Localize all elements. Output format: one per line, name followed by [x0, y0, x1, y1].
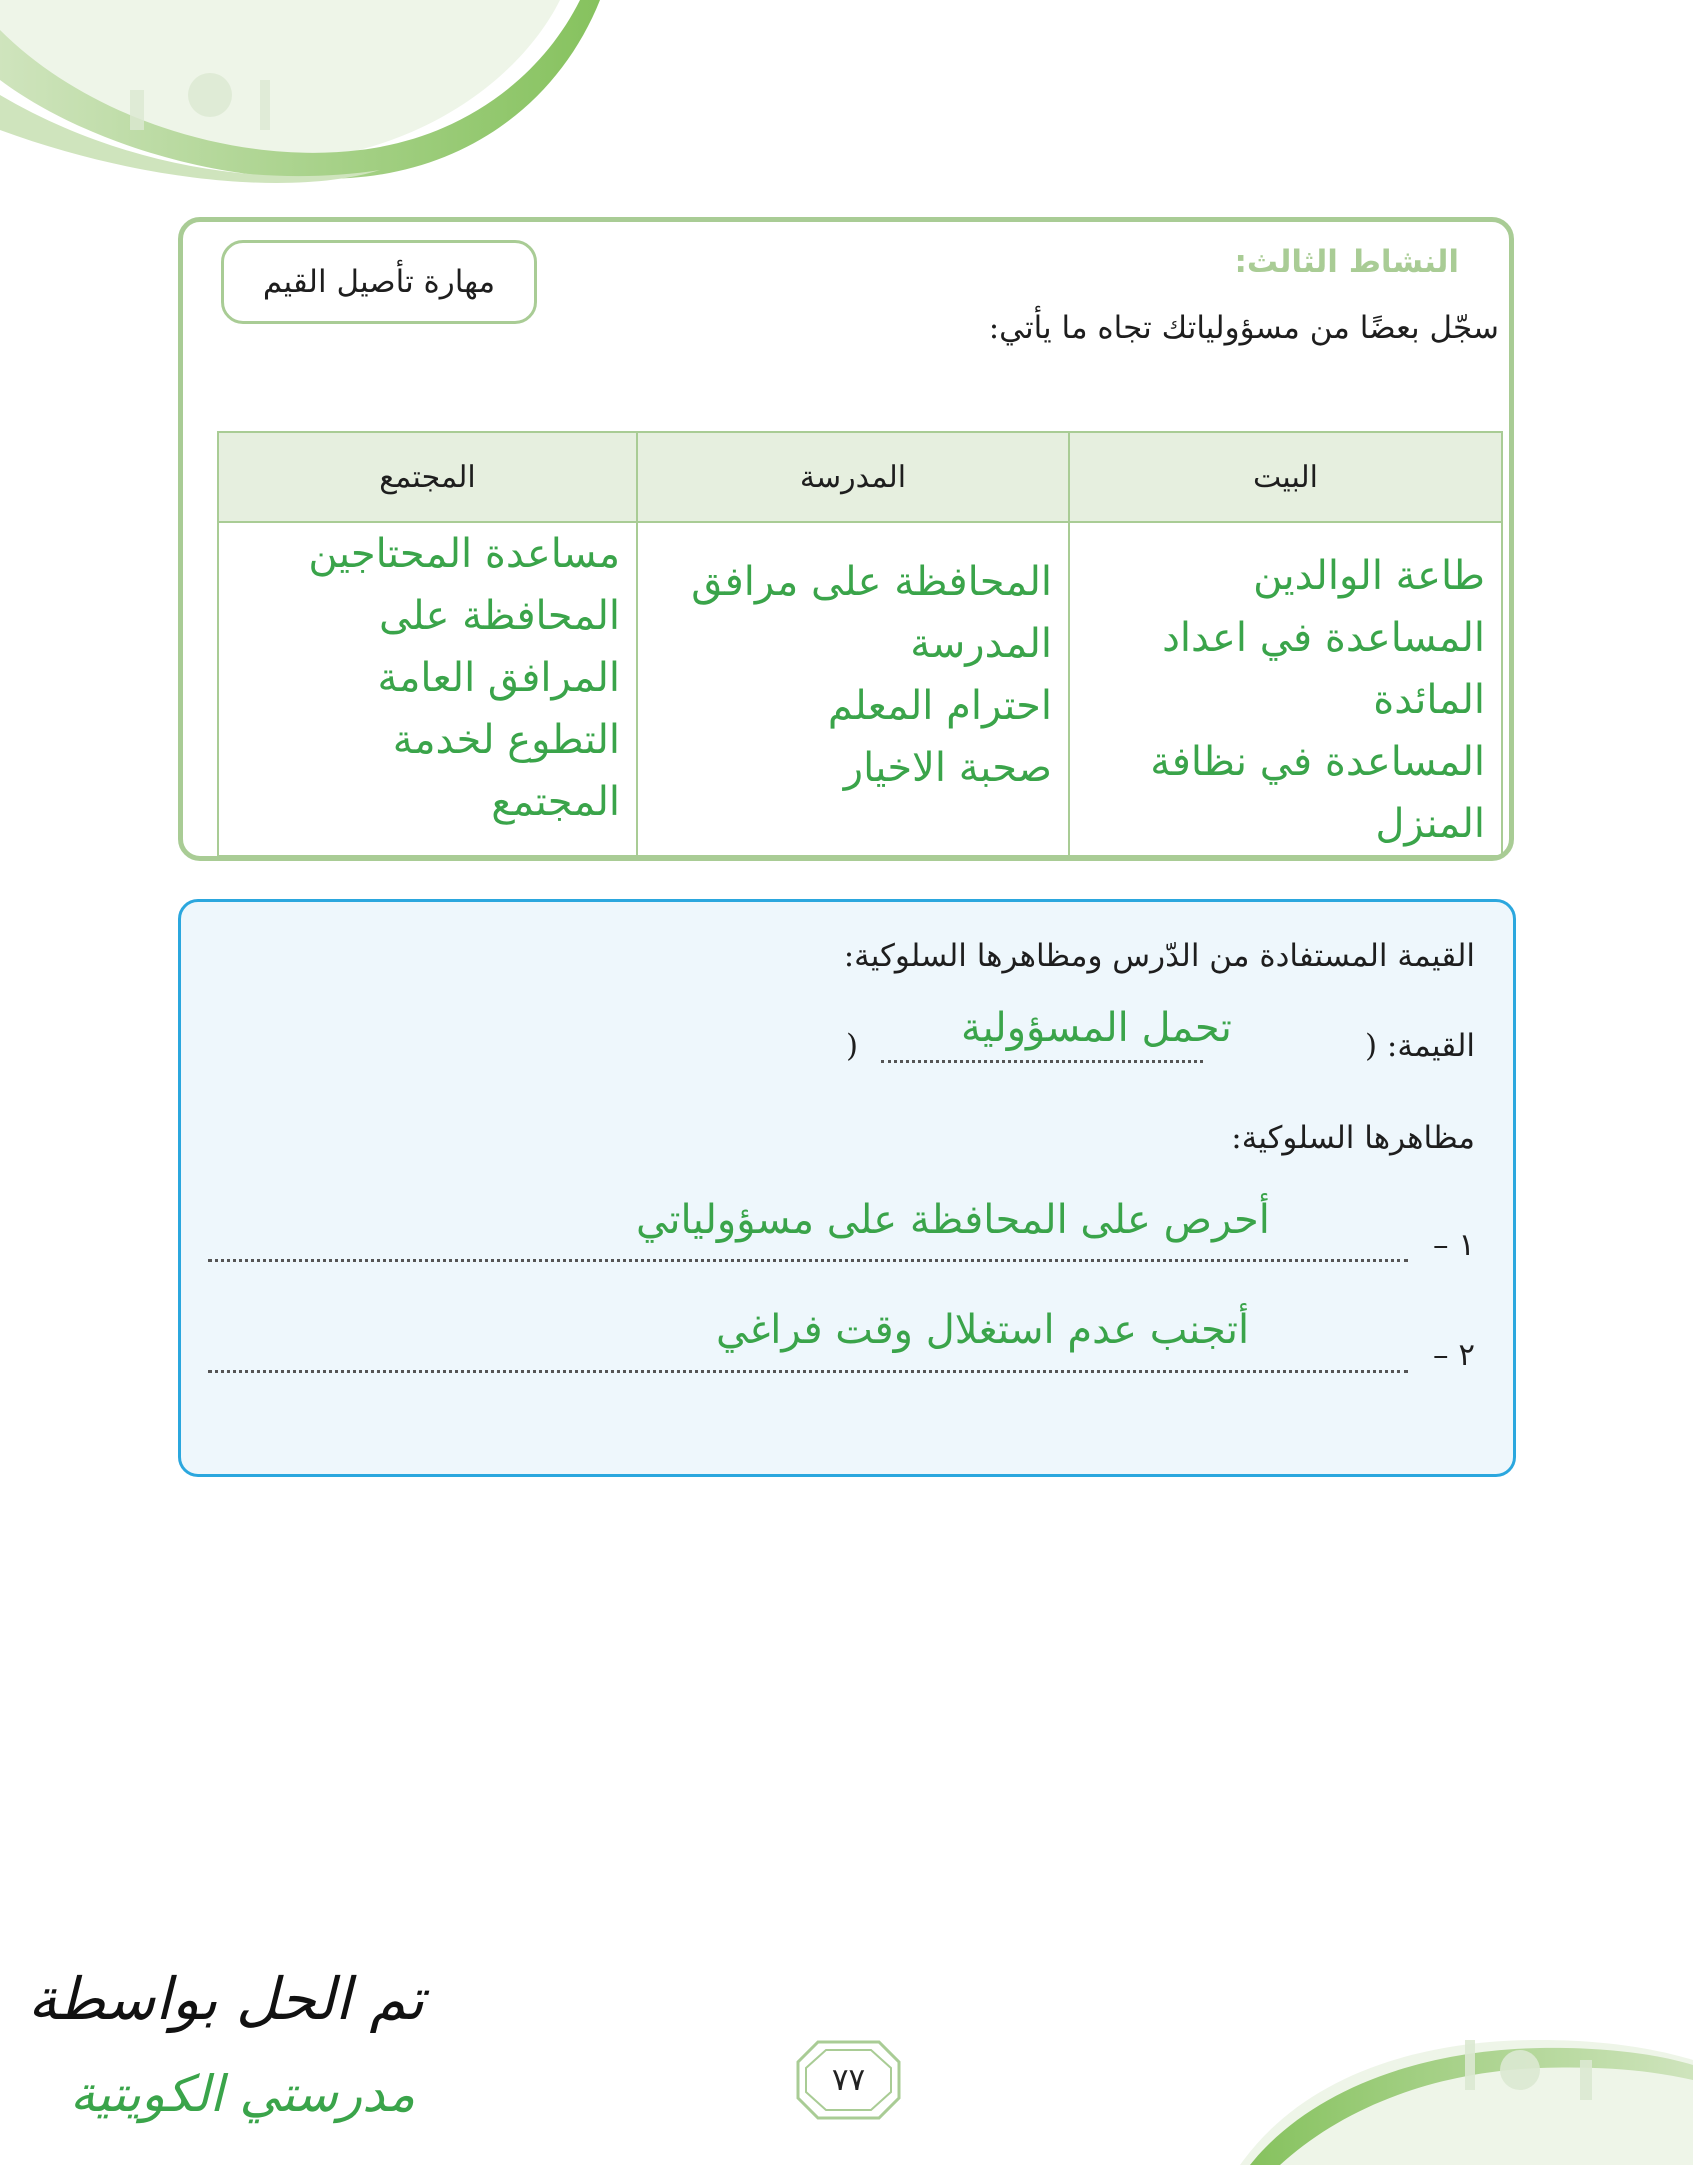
- values-heading: القيمة المستفادة من الدّرس ومظاهرها السلوكية:: [843, 938, 1475, 974]
- manifestation-number: ١ –: [1432, 1227, 1475, 1263]
- activity-instruction: سجّل بعضًا من مسؤولياتك تجاه ما يأتي:: [988, 310, 1499, 346]
- table-header-row: [218, 432, 1502, 522]
- answer-cell-school[interactable]: [637, 522, 1069, 856]
- header-home: البيت: [1069, 432, 1502, 522]
- header-community: المجتمع: [218, 432, 637, 522]
- answer-line: المنزل: [1375, 801, 1485, 847]
- value-answer-line[interactable]: [881, 1060, 1203, 1063]
- answer-line: المساعدة في اعداد: [1162, 615, 1485, 661]
- answer-line: المجتمع: [491, 779, 620, 825]
- answer-line: المحافظة على مرافق: [691, 559, 1052, 605]
- answer-line: المائدة: [1373, 677, 1485, 723]
- manifestation-answer: أحرص على المحافظة على مسؤولياتي: [636, 1197, 1270, 1243]
- responsibilities-table: [217, 431, 1503, 857]
- answer-line: التطوع لخدمة: [392, 717, 620, 763]
- answer-line: المدرسة: [910, 621, 1052, 667]
- signature-line-1: تم الحل بواسطة: [28, 1965, 425, 2033]
- manifestation-number: ٢ –: [1432, 1337, 1475, 1373]
- manifestation-answer: أتجنب عدم استغلال وقت فراغي: [716, 1307, 1250, 1353]
- manifestation-answer-line[interactable]: [208, 1259, 1408, 1262]
- page-number: ٧٧: [831, 2062, 866, 2098]
- value-answer: تحمل المسؤولية: [961, 1005, 1232, 1051]
- answer-line: احترام المعلم: [827, 683, 1052, 729]
- activity-title: النشاط الثالث:: [1234, 244, 1459, 280]
- answer-line: المرافق العامة: [377, 655, 620, 701]
- manifestation-answer-line[interactable]: [208, 1370, 1408, 1373]
- activity-box: [178, 217, 1514, 861]
- answer-cell-home[interactable]: [1069, 522, 1502, 856]
- answer-line: صحبة الاخيار: [843, 745, 1052, 791]
- skill-badge: مهارة تأصيل القيم: [221, 240, 537, 324]
- answer-cell-community[interactable]: [218, 522, 637, 856]
- answer-line: طاعة الوالدين: [1253, 553, 1485, 599]
- top-decoration: [0, 0, 600, 185]
- bottom-decoration: [1240, 2000, 1693, 2165]
- value-label: القيمة: (: [1364, 1028, 1475, 1064]
- table-answer-row: [218, 522, 1502, 856]
- value-close-paren: ): [846, 1028, 859, 1064]
- answer-line: المساعدة في نظافة: [1150, 739, 1485, 785]
- manifestations-label: مظاهرها السلوكية:: [1231, 1120, 1475, 1156]
- answer-line: المحافظة على: [379, 593, 620, 639]
- header-school: المدرسة: [637, 432, 1069, 522]
- signature-line-2: مدرستي الكويتية: [70, 2065, 416, 2123]
- answer-line: مساعدة المحتاجين: [308, 531, 620, 577]
- values-box: [178, 899, 1516, 1477]
